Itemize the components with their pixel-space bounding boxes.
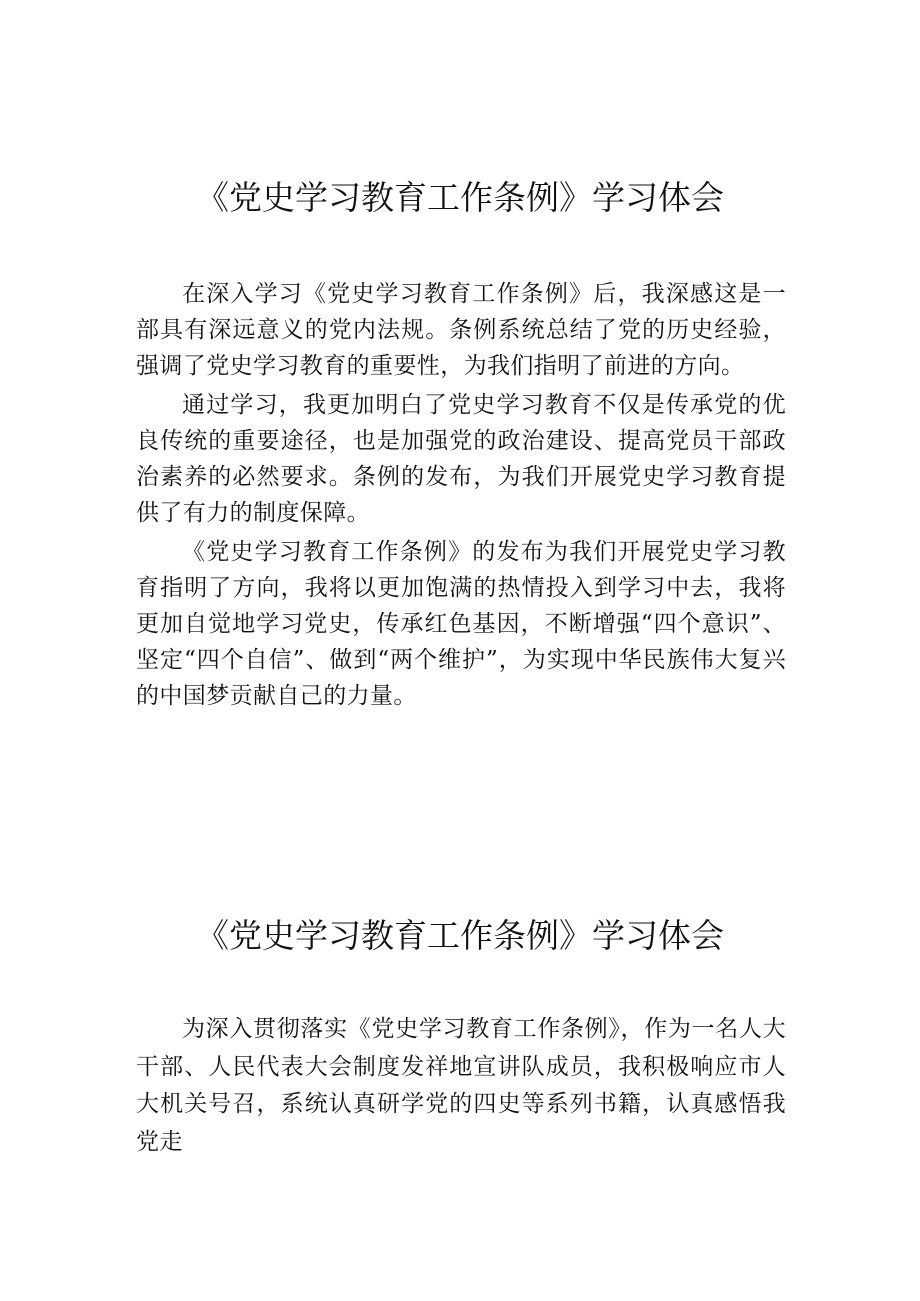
paragraph: 在深入学习《党史学习教育工作条例》后，我深感这是一部具有深远意义的党内法规。条例系统总结了党的历史经验，强调了党史学习教育的重要性，为我们指明了前进的方向。: [136, 281, 786, 379]
paragraph: 《党史学习教育工作条例》的发布为我们开展党史学习教育指明了方向，我将以更加饱满的热情投入到学习中去，我将更加自觉地学习党史，传承红色基因，不断增强“四个意识”、坚定“四个自信”、做到“两个维护”，为实现中华民族伟大复兴的中国梦贡献自己的力量。: [136, 539, 786, 709]
document-title: 《党史学习教育工作条例》学习体会: [196, 916, 724, 955]
paragraph: 通过学习，我更加明白了党史学习教育不仅是传承党的优良传统的重要途径，也是加强党的政治建设、提高党员干部政治素养的必然要求。条例的发布，为我们开展党史学习教育提供了有力的制度保障。: [136, 392, 786, 526]
paragraph: 为深入贯彻落实《党史学习教育工作条例》，作为一名人大干部、人民代表大会制度发祥地宣讲队成员，我积极响应市人大机关号召，系统认真研学党的四史等系列书籍，认真感悟我党走: [136, 1016, 786, 1155]
essay-body: [136, 1011, 786, 1164]
document-title: 《党史学习教育工作条例》学习体会: [196, 178, 724, 217]
essay-body: [136, 276, 786, 717]
